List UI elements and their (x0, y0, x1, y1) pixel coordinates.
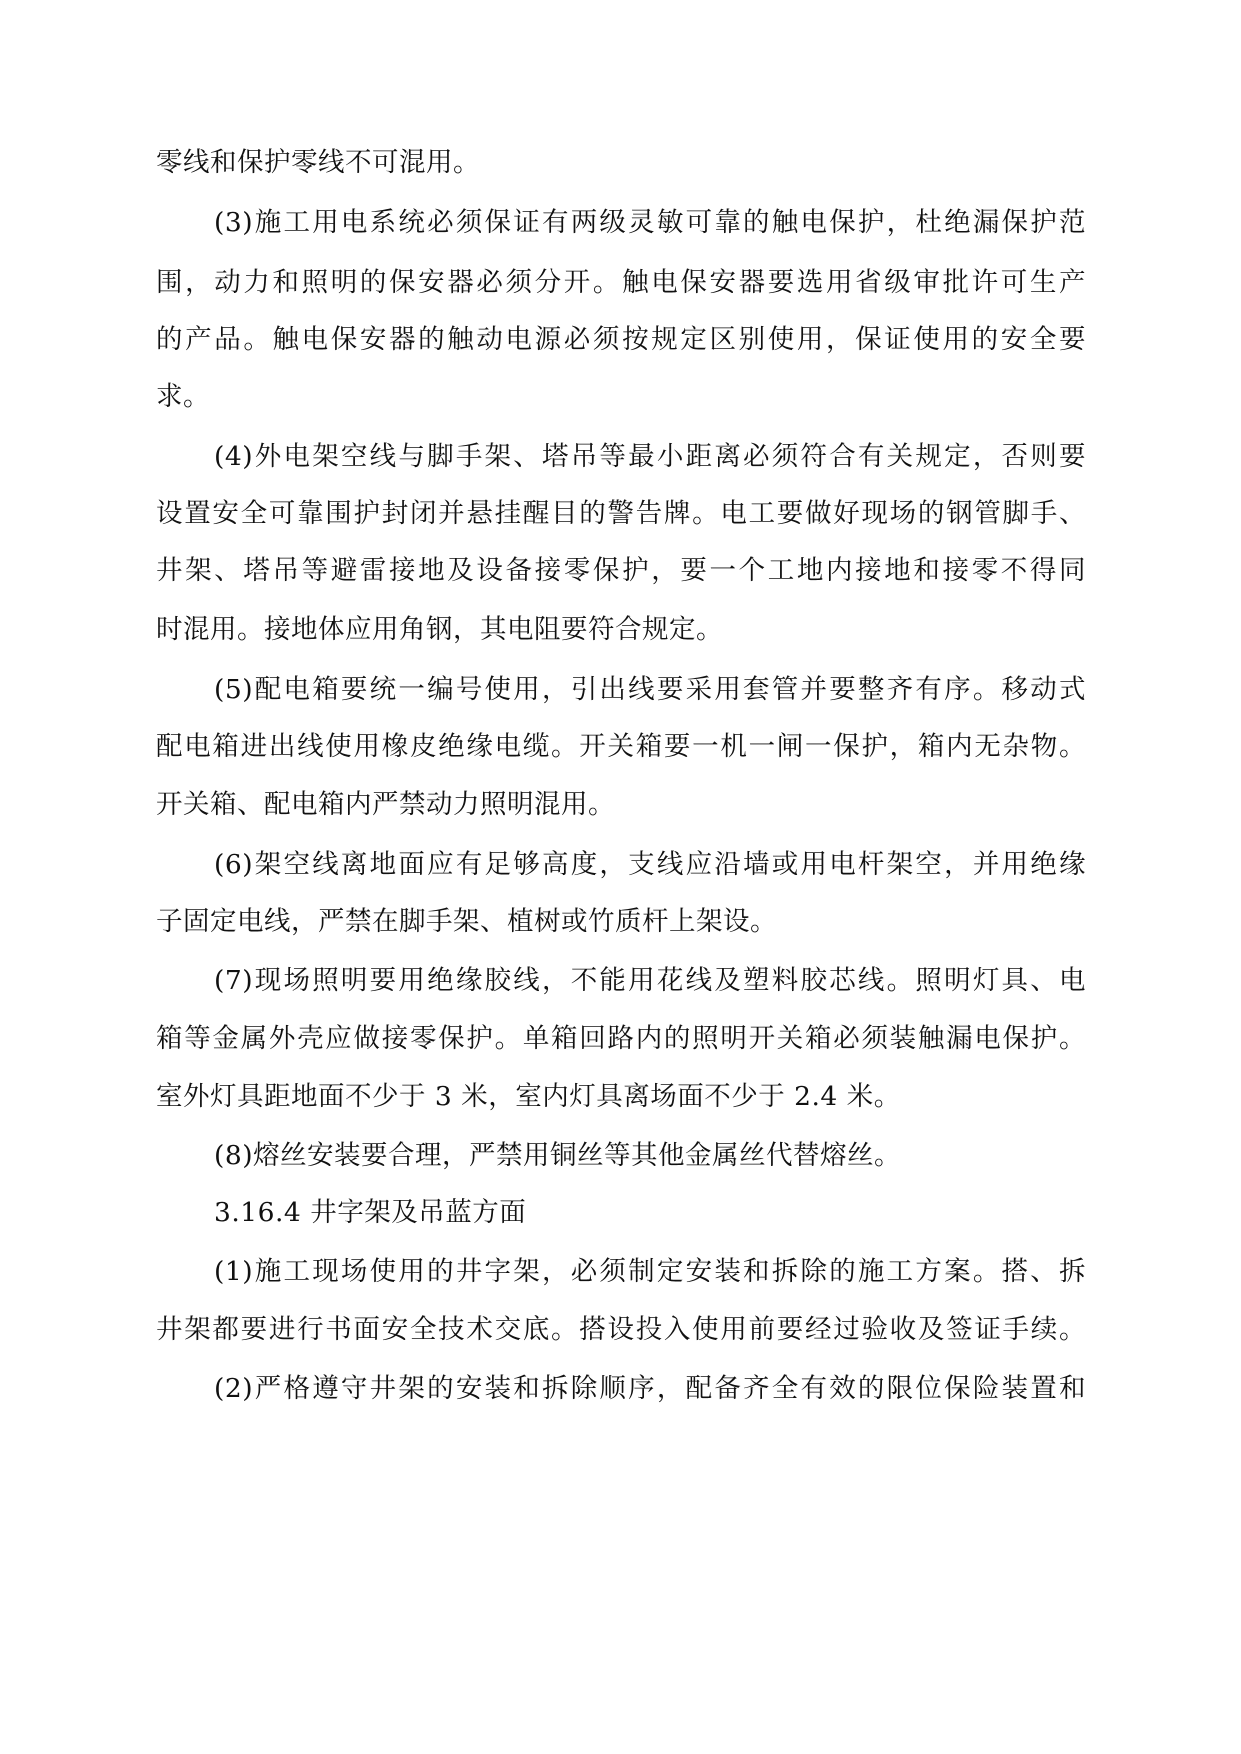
text-line: 配电箱进出线使用橡皮绝缘电缆。开关箱要一机一闸一保护，箱内无杂物。 (156, 731, 1086, 762)
text-line: 井架、塔吊等避雷接地及设备接零保护，要一个工地内接地和接零不得同 (156, 555, 1086, 586)
text-line: 设置安全可靠围护封闭并悬挂醒目的警告牌。电工要做好现场的钢管脚手、 (156, 498, 1086, 529)
paragraph-first-line: (1)施工现场使用的井字架，必须制定安装和拆除的施工方案。搭、拆 (214, 1256, 1086, 1287)
paragraph-first-line: (6)架空线离地面应有足够高度，支线应沿墙或用电杆架空，并用绝缘 (214, 849, 1086, 880)
text-line: 的产品。触电保安器的触动电源必须按规定区别使用，保证使用的安全要 (156, 324, 1086, 355)
text-line: 井架都要进行书面安全技术交底。搭设投入使用前要经过验收及签证手续。 (156, 1314, 1086, 1345)
text-line: 零线和保护零线不可混用。 (156, 147, 480, 178)
text-line: 开关箱、配电箱内严禁动力照明混用。 (156, 789, 615, 820)
text-line: 围，动力和照明的保安器必须分开。触电保安器要选用省级审批许可生产 (156, 267, 1086, 298)
text-line: 求。 (156, 381, 210, 412)
paragraph-first-line: (7)现场照明要用绝缘胶线，不能用花线及塑料胶芯线。照明灯具、电 (214, 965, 1086, 996)
paragraph-first-line: (8)熔丝安装要合理，严禁用铜丝等其他金属丝代替熔丝。 (214, 1140, 902, 1171)
text-line: 时混用。接地体应用角钢，其电阻要符合规定。 (156, 614, 723, 645)
section-heading: 3.16.4 井字架及吊蓝方面 (214, 1197, 527, 1228)
text-line: 子固定电线，严禁在脚手架、植树或竹质杆上架设。 (156, 906, 777, 937)
paragraph-first-line: (5)配电箱要统一编号使用，引出线要采用套管并要整齐有序。移动式 (214, 674, 1086, 705)
paragraph-first-line: (4)外电架空线与脚手架、塔吊等最小距离必须符合有关规定，否则要 (214, 441, 1086, 472)
paragraph-first-line: (2)严格遵守井架的安装和拆除顺序，配备齐全有效的限位保险装置和 (214, 1373, 1086, 1404)
text-line: 箱等金属外壳应做接零保护。单箱回路内的照明开关箱必须装触漏电保护。 (156, 1023, 1086, 1054)
text-line: 室外灯具距地面不少于 3 米，室内灯具离场面不少于 2.4 米。 (156, 1081, 901, 1112)
paragraph-first-line: (3)施工用电系统必须保证有两级灵敏可靠的触电保护，杜绝漏保护范 (214, 207, 1086, 238)
